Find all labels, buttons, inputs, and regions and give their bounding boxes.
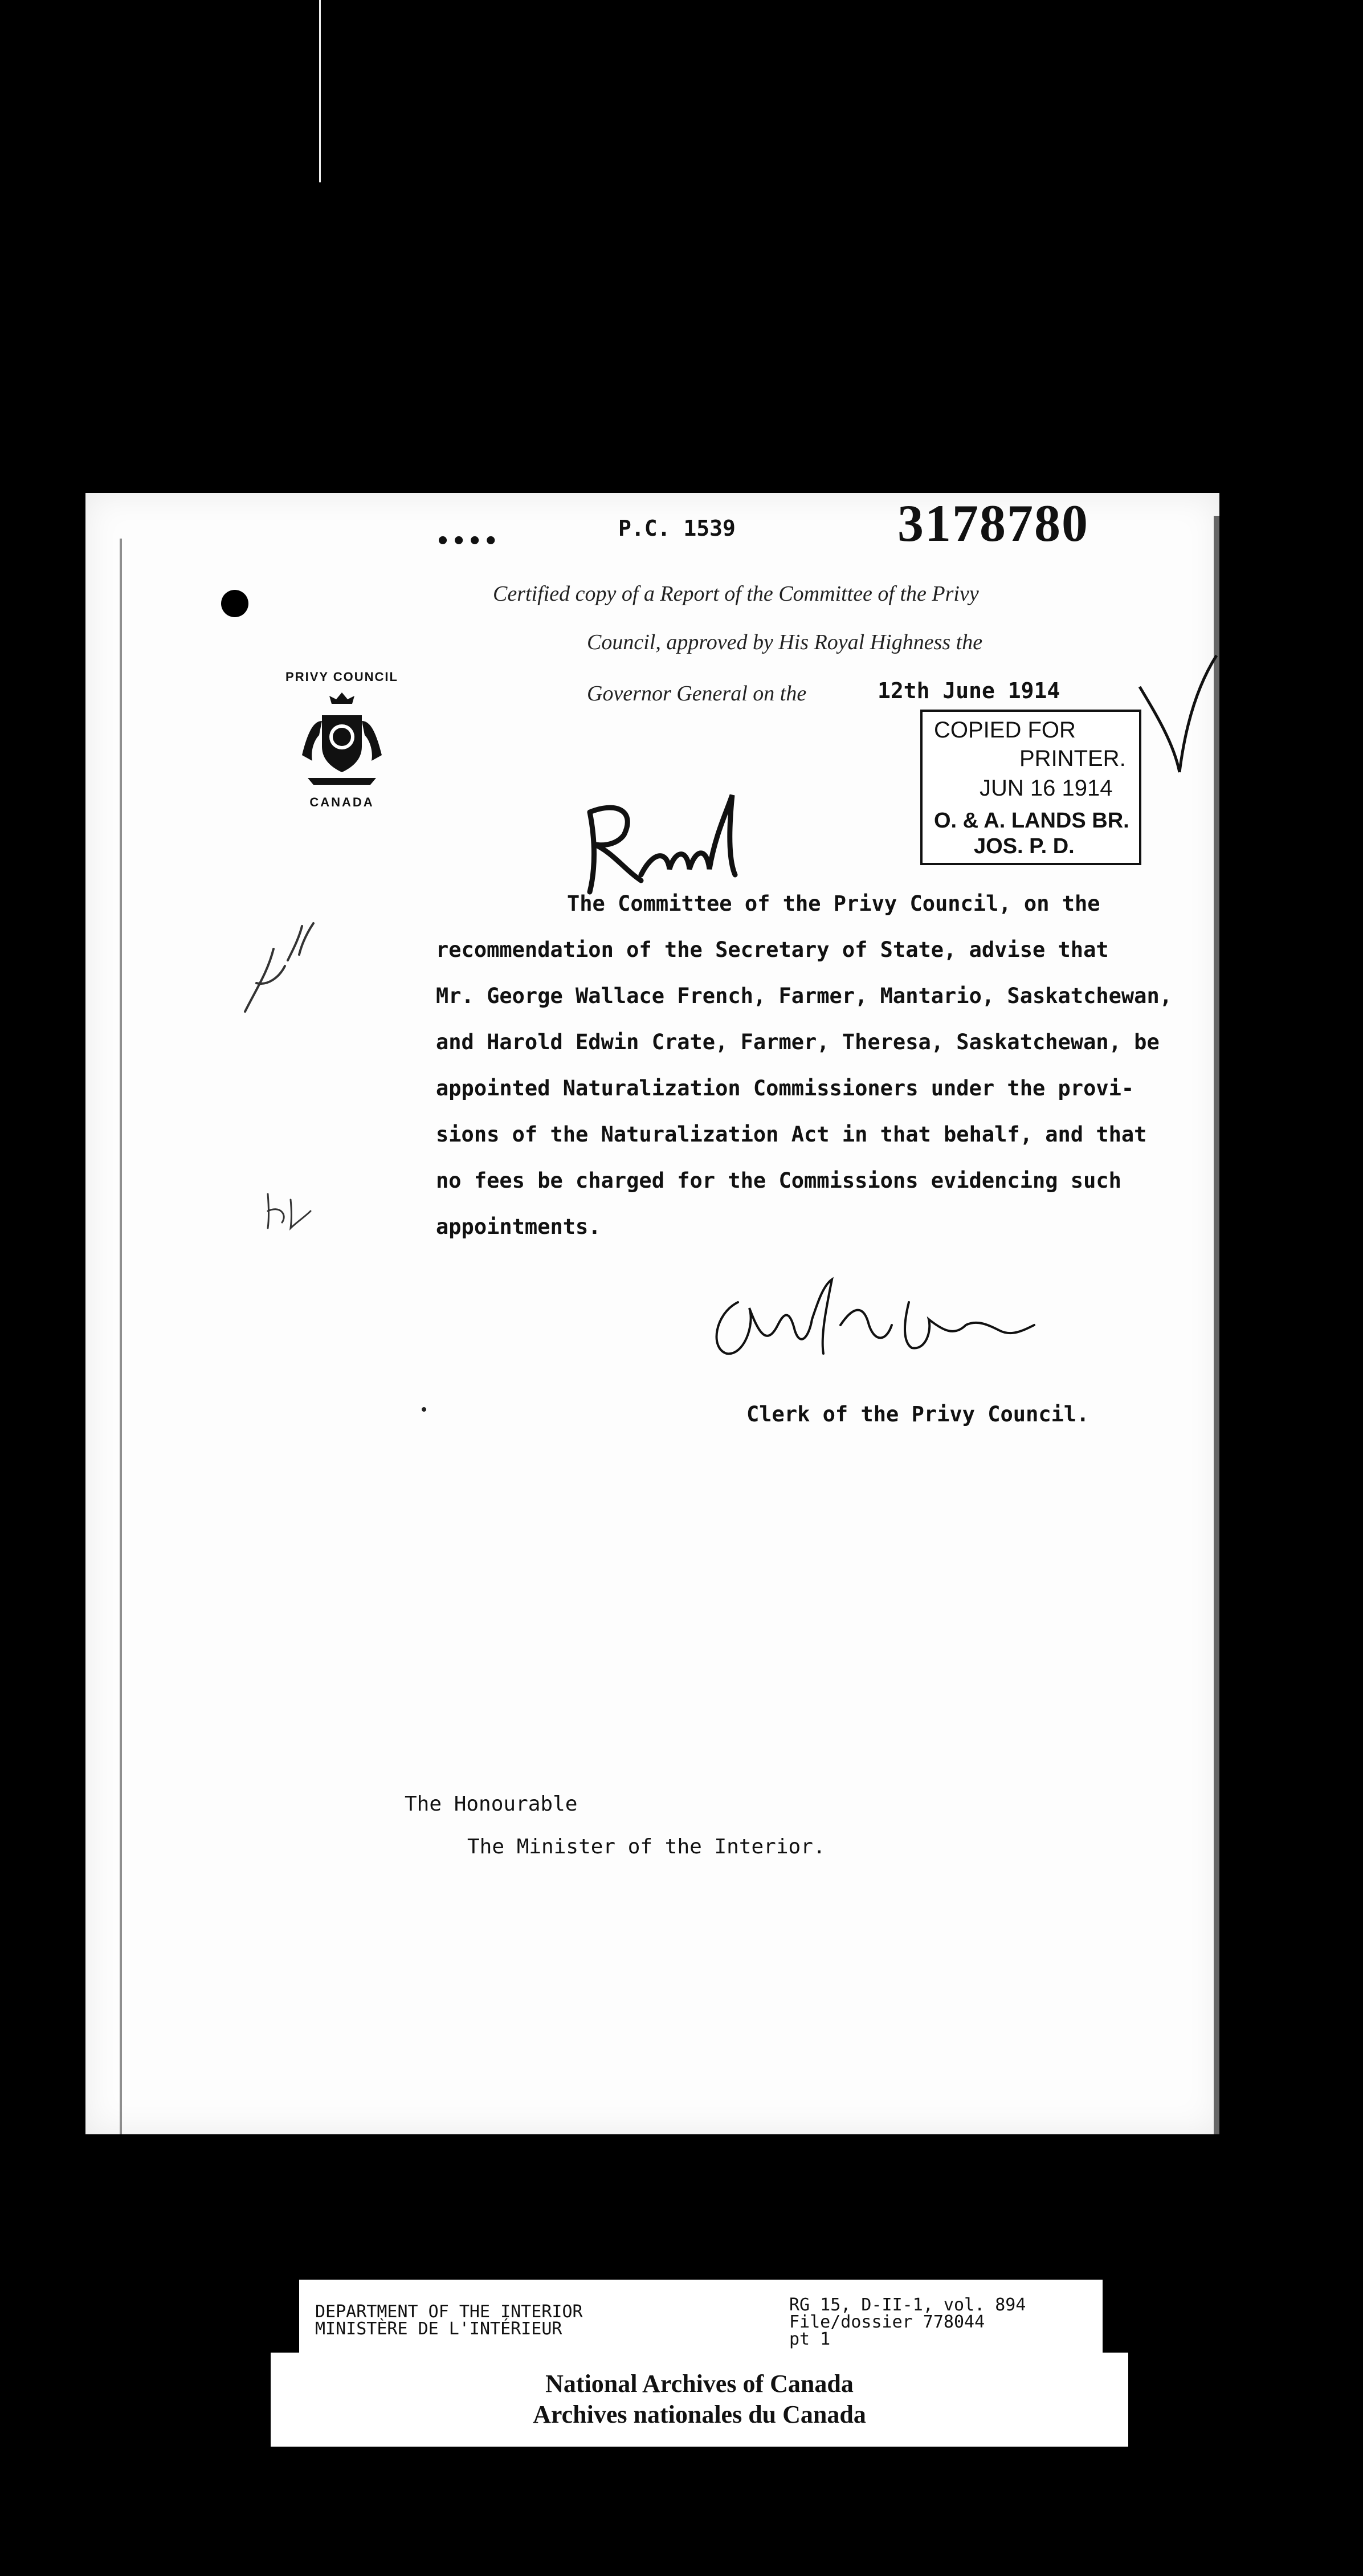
punch-hole [221, 590, 248, 617]
file-dossier: File/dossier 778044 [789, 2312, 985, 2332]
certified-line-3: Governor General on the [587, 682, 807, 706]
archives-english: National Archives of Canada [545, 2370, 854, 2398]
clerk-title: Clerk of the Privy Council. [746, 1402, 1089, 1426]
archives-french: Archives nationales du Canada [533, 2400, 866, 2428]
record-group: RG 15, D-II-1, vol. 894 [789, 2295, 1026, 2315]
record-group-info [789, 2297, 1026, 2348]
body-line: sions of the Naturalization Act in that behalf, and that [436, 1122, 1147, 1147]
addressee-line-1: The Honourable [405, 1792, 578, 1816]
archives-label [271, 2353, 1128, 2447]
body-line: Mr. George Wallace French, Farmer, Mantario, Saskatchewan, [436, 984, 1173, 1008]
stamp-line-2: PRINTER. [1019, 746, 1126, 771]
margin-handwriting-mark [234, 915, 319, 1023]
document-page [85, 493, 1219, 2134]
stamp-date: JUN 16 1914 [980, 776, 1113, 801]
stamp-line-5: JOS. P. D. [974, 834, 1075, 858]
body-line: and Harold Edwin Crate, Farmer, Theresa, Saskatchewan, be [436, 1030, 1160, 1054]
department-english: DEPARTMENT OF THE INTERIOR [315, 2302, 583, 2322]
pc-number: P.C. 1539 [618, 516, 736, 541]
copied-for-printer-stamp [920, 710, 1141, 865]
file-part: pt 1 [789, 2329, 831, 2349]
stamp-line-4: O. & A. LANDS BR. [934, 809, 1129, 833]
report-body [436, 881, 1194, 1250]
body-line: The Committee of the Privy Council, on the [567, 891, 1100, 916]
body-line: recommendation of the Secretary of State, advise that [436, 938, 1109, 962]
body-line: appointments. [436, 1214, 601, 1239]
certified-line-1: Certified copy of a Report of the Committee of the Privy [493, 582, 979, 606]
privy-council-crest [268, 670, 416, 812]
addressee-line-2: The Minister of the Interior. [467, 1835, 826, 1858]
royal-arms-icon [268, 670, 416, 812]
department-label [315, 2304, 583, 2338]
clerk-signature [704, 1268, 1057, 1365]
body-line: no fees be charged for the Commissions evidencing such [436, 1168, 1121, 1193]
department-french: MINISTÈRE DE L'INTÉRIEUR [315, 2319, 562, 2339]
certified-line-2: Council, approved by His Royal Highness the [587, 630, 983, 654]
scan-artifact-line [319, 0, 321, 182]
crest-bottom-text: CANADA [309, 795, 374, 809]
header-stars: •••• [436, 528, 500, 555]
margin-initials-mark [256, 1188, 313, 1234]
stamp-line-1: COPIED FOR [934, 718, 1076, 743]
body-line: appointed Naturalization Commissioners under the provi- [436, 1076, 1135, 1100]
file-number-stamp: 3178780 [897, 494, 1089, 552]
archival-reference-strip [299, 2280, 1103, 2359]
handwritten-x-mark [1134, 653, 1219, 778]
report-date: 12th June 1914 [878, 678, 1060, 703]
page-gutter-shadow [120, 539, 122, 2134]
ink-dot [422, 1407, 426, 1412]
crest-top-text: PRIVY COUNCIL [285, 670, 398, 684]
